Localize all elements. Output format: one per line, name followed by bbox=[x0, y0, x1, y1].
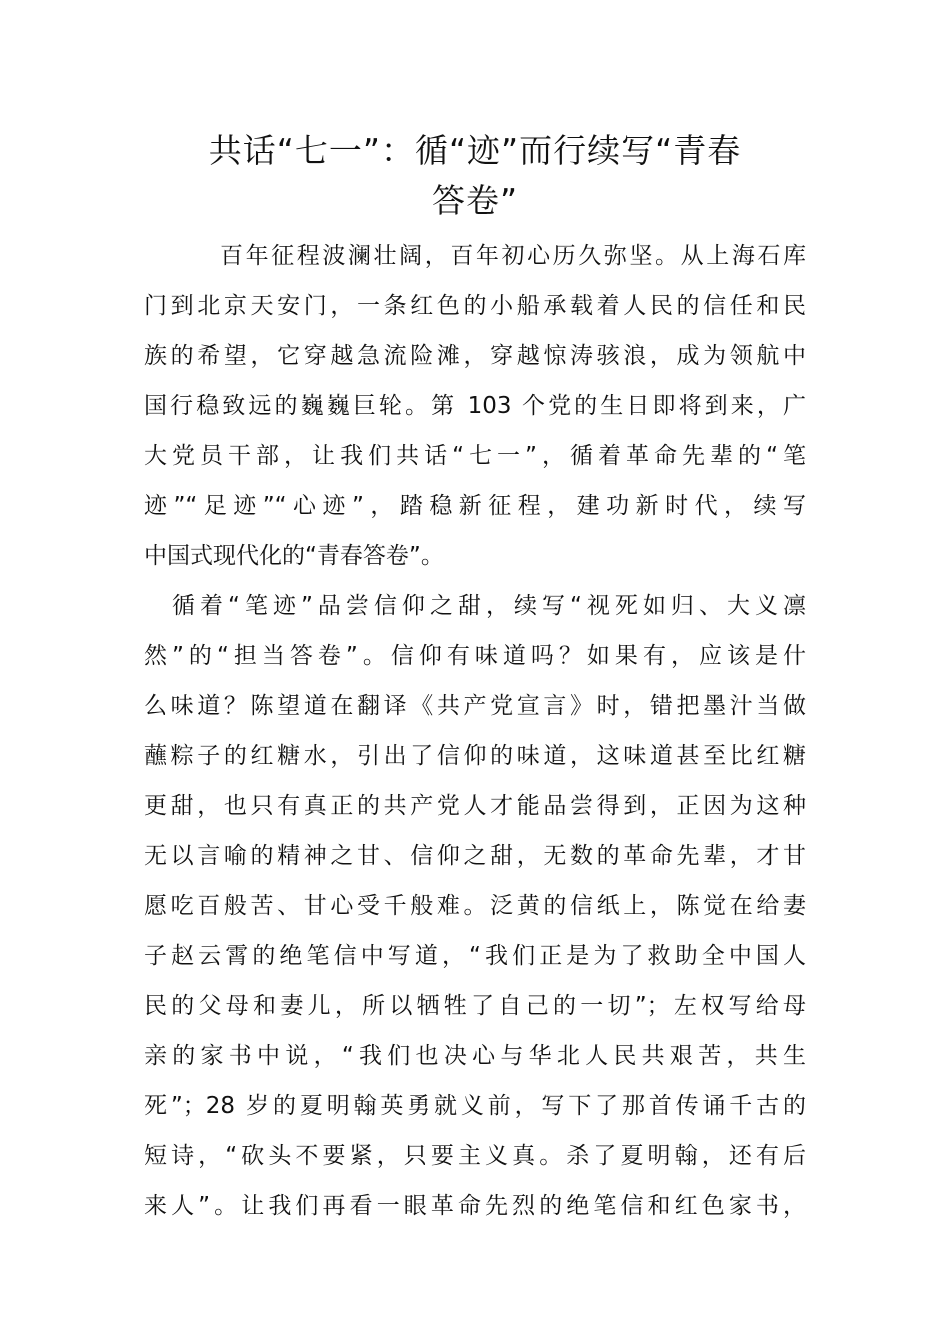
text-line: 亲的家书中说，“我们也决心与华北人民共艰苦，共生 bbox=[144, 1043, 806, 1069]
text-line: 愿吃百般苦、甘心受千般难。泛黄的信纸上，陈觉在给妻 bbox=[144, 893, 806, 919]
text-line: 短诗，“砍头不要紧，只要主义真。杀了夏明翰，还有后 bbox=[144, 1143, 806, 1169]
title-line-2: 答卷” bbox=[431, 181, 519, 220]
text-line: 门到北京天安门，一条红色的小船承载着人民的信任和民 bbox=[144, 293, 806, 319]
text-line: 蘸粽子的红糖水，引出了信仰的味道，这味道甚至比红糖 bbox=[144, 743, 806, 769]
text-line: 么味道？陈望道在翻译《共产党宣言》时，错把墨汁当做 bbox=[144, 693, 806, 719]
text-line: 迹”“足迹”“心迹”，踏稳新征程，建功新时代，续写 bbox=[144, 493, 806, 519]
title-line-1: 共话“七一”：循“迹”而行续写“青春 bbox=[208, 131, 742, 170]
text-line: 循着“笔迹”品尝信仰之甜，续写“视死如归、大义凛 bbox=[172, 593, 806, 619]
text-line: 无以言喻的精神之甘、信仰之甜，无数的革命先辈，才甘 bbox=[144, 843, 806, 869]
text-line: 国行稳致远的巍巍巨轮。第 103 个党的生日即将到来，广 bbox=[144, 393, 806, 419]
text-line: 百年征程波澜壮阔，百年初心历久弥坚。从上海石库 bbox=[220, 243, 806, 269]
text-line: 民的父母和妻儿，所以牺牲了自己的一切”；左权写给母 bbox=[144, 993, 806, 1019]
text-line: 然”的“担当答卷”。信仰有味道吗？如果有，应该是什 bbox=[144, 643, 806, 669]
body-text bbox=[144, 231, 806, 1231]
text-line: 死”；28 岁的夏明翰英勇就义前，写下了那首传诵千古的 bbox=[144, 1093, 806, 1119]
text-line: 子赵云霄的绝笔信中写道，“我们正是为了救助全中国人 bbox=[144, 943, 806, 969]
text-line: 更甜，也只有真正的共产党人才能品尝得到，正因为这种 bbox=[144, 793, 806, 819]
document-title bbox=[120, 126, 830, 226]
text-line: 中国式现代化的“青春答卷”。 bbox=[144, 543, 444, 569]
text-line: 族的希望，它穿越急流险滩，穿越惊涛骇浪，成为领航中 bbox=[144, 343, 806, 369]
text-line: 来人”。让我们再看一眼革命先烈的绝笔信和红色家书， bbox=[144, 1193, 806, 1219]
text-line: 大党员干部，让我们共话“七一”，循着革命先辈的“笔 bbox=[144, 443, 806, 469]
